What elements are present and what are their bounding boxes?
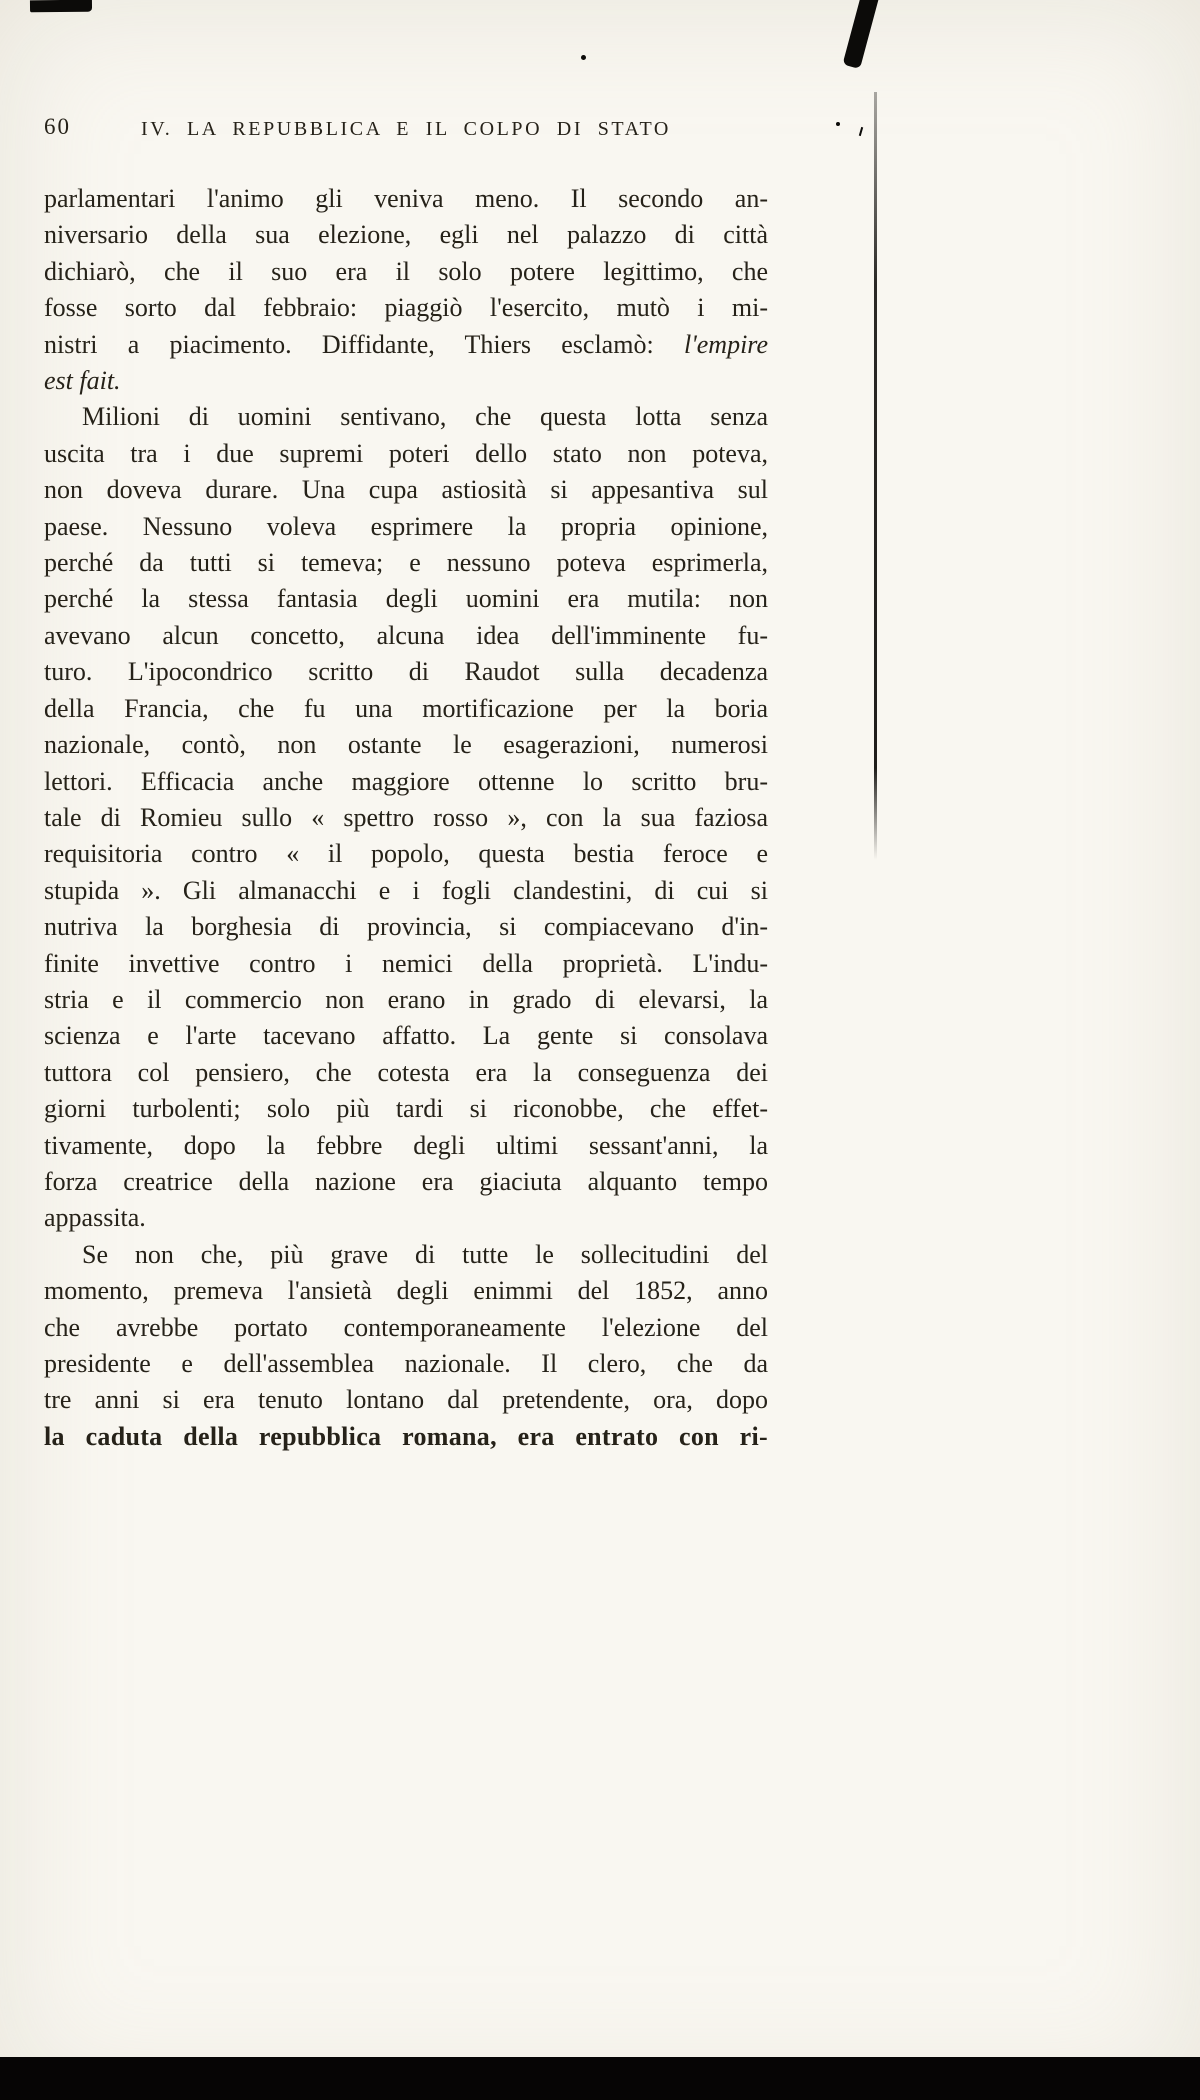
text-segment: dichiarò, che il suo era il solo potere legittimo, che — [44, 256, 768, 286]
text-line — [44, 800, 768, 836]
paragraph — [44, 399, 768, 1236]
text-line — [44, 1273, 768, 1309]
text-segment: non doveva durare. Una cupa astiosità si appesantiva sul — [44, 475, 768, 505]
text-line — [44, 363, 768, 399]
text-segment: momento, premeva l'ansietà degli enimmi del 1852, anno — [44, 1276, 768, 1306]
page-edge-shadow-line — [874, 92, 877, 860]
text-segment: della Francia, che fu una mortificazione per la boria — [44, 693, 768, 723]
text-line — [44, 982, 768, 1018]
text-segment: appassita. — [44, 1203, 146, 1233]
text-segment: Se non che, più grave di tutte le sollecitudini del — [82, 1239, 768, 1269]
text-segment: la caduta della repubblica romana, era entrato con ri- — [44, 1421, 768, 1451]
paragraph — [44, 1237, 768, 1455]
text-line — [44, 327, 768, 363]
scan-artifact-top-left — [30, 0, 92, 12]
text-segment: che avrebbe portato contemporaneamente l'elezione del — [44, 1312, 768, 1342]
text-line — [44, 909, 768, 945]
text-line — [44, 618, 768, 654]
text-segment: perché la stessa fantasia degli uomini era mutila: non — [44, 584, 768, 614]
text-line — [44, 873, 768, 909]
scan-artifact-bottom-bar — [0, 2057, 1200, 2100]
text-line — [44, 727, 768, 763]
scan-artifact-top-right — [842, 0, 879, 69]
page-number: 60 — [44, 114, 71, 139]
text-segment: nutriva la borghesia di provincia, si compiacevano d'in- — [44, 912, 768, 942]
text-line — [44, 764, 768, 800]
text-segment: giorni turbolenti; solo più tardi si riconobbe, che effet- — [44, 1094, 768, 1124]
text-segment: tre anni si era tenuto lontano dal pretendente, ora, dopo — [44, 1385, 768, 1415]
text-segment: parlamentari l'animo gli veniva meno. Il secondo an- — [44, 184, 768, 213]
ink-speck — [836, 122, 840, 126]
text-segment: presidente e dell'assemblea nazionale. Il clero, che da — [44, 1349, 768, 1378]
text-line — [44, 581, 768, 617]
text-segment: avevano alcun concetto, alcuna idea dell'imminente fu- — [44, 620, 768, 650]
text-line — [44, 181, 768, 217]
text-segment: stupida ». Gli almanacchi e i fogli clandestini, di cui si — [44, 875, 768, 905]
text-line — [44, 1164, 768, 1200]
text-line — [44, 1055, 768, 1091]
text-line — [44, 1419, 768, 1455]
text-line — [44, 1018, 768, 1054]
text-segment: scienza e l'arte tacevano affatto. La gente si consolava — [44, 1021, 768, 1051]
text-line — [44, 1310, 768, 1346]
text-segment: fosse sorto dal febbraio: piaggiò l'esercito, mutò i mi- — [44, 293, 768, 323]
text-segment: nazionale, contò, non ostante le esagerazioni, numerosi — [44, 730, 768, 760]
ink-speck — [859, 127, 863, 136]
text-line — [44, 654, 768, 690]
text-segment: uscita tra i due supremi poteri dello stato non poteva, — [44, 438, 768, 468]
text-line — [44, 472, 768, 508]
text-line — [44, 691, 768, 727]
text-segment: paese. Nessuno voleva esprimere la propria opinione, — [44, 511, 768, 541]
paragraph — [44, 181, 768, 399]
text-block — [44, 181, 768, 1455]
text-segment: niversario della sua elezione, egli nel palazzo di città — [44, 220, 768, 250]
text-line — [44, 436, 768, 472]
text-line — [44, 217, 768, 253]
text-segment: tivamente, dopo la febbre degli ultimi sessant'anni, la — [44, 1130, 768, 1160]
text-segment: nistri a piacimento. Diffidante, Thiers esclamò: — [44, 329, 684, 359]
ink-speck — [581, 55, 586, 60]
text-line — [44, 1237, 768, 1273]
text-line — [44, 1091, 768, 1127]
text-segment: Milioni di uomini sentivano, che questa lotta senza — [82, 402, 768, 432]
text-segment: tale di Romieu sullo « spettro rosso », con la sua faziosa — [44, 802, 768, 832]
text-line — [44, 290, 768, 326]
text-segment: tuttora col pensiero, che cotesta era la conseguenza dei — [44, 1057, 768, 1087]
text-line — [44, 836, 768, 872]
italic-text: l'empire — [683, 329, 768, 359]
running-title: IV. LA REPUBBLICA E IL COLPO DI STATO — [141, 118, 671, 140]
text-line — [44, 545, 768, 581]
text-line — [44, 1200, 768, 1236]
text-segment: turo. L'ipocondrico scritto di Raudot sulla decadenza — [44, 657, 768, 687]
text-segment: perché da tutti si temeva; e nessuno poteva esprimerla, — [44, 548, 768, 578]
text-line — [44, 1346, 768, 1382]
text-segment: forza creatrice della nazione era giaciuta alquanto tempo — [44, 1166, 768, 1196]
italic-text: est fait. — [44, 366, 121, 396]
text-line — [44, 1128, 768, 1164]
text-segment: requisitoria contro « il popolo, questa bestia feroce e — [44, 839, 768, 869]
text-segment: finite invettive contro i nemici della proprietà. L'indu- — [44, 948, 768, 978]
text-segment: lettori. Efficacia anche maggiore ottenne lo scritto bru- — [44, 766, 768, 796]
text-line — [44, 509, 768, 545]
text-line — [44, 1382, 768, 1418]
text-segment: stria e il commercio non erano in grado di elevarsi, la — [44, 984, 768, 1014]
text-line — [44, 946, 768, 982]
text-line — [44, 254, 768, 290]
text-line — [44, 399, 768, 435]
